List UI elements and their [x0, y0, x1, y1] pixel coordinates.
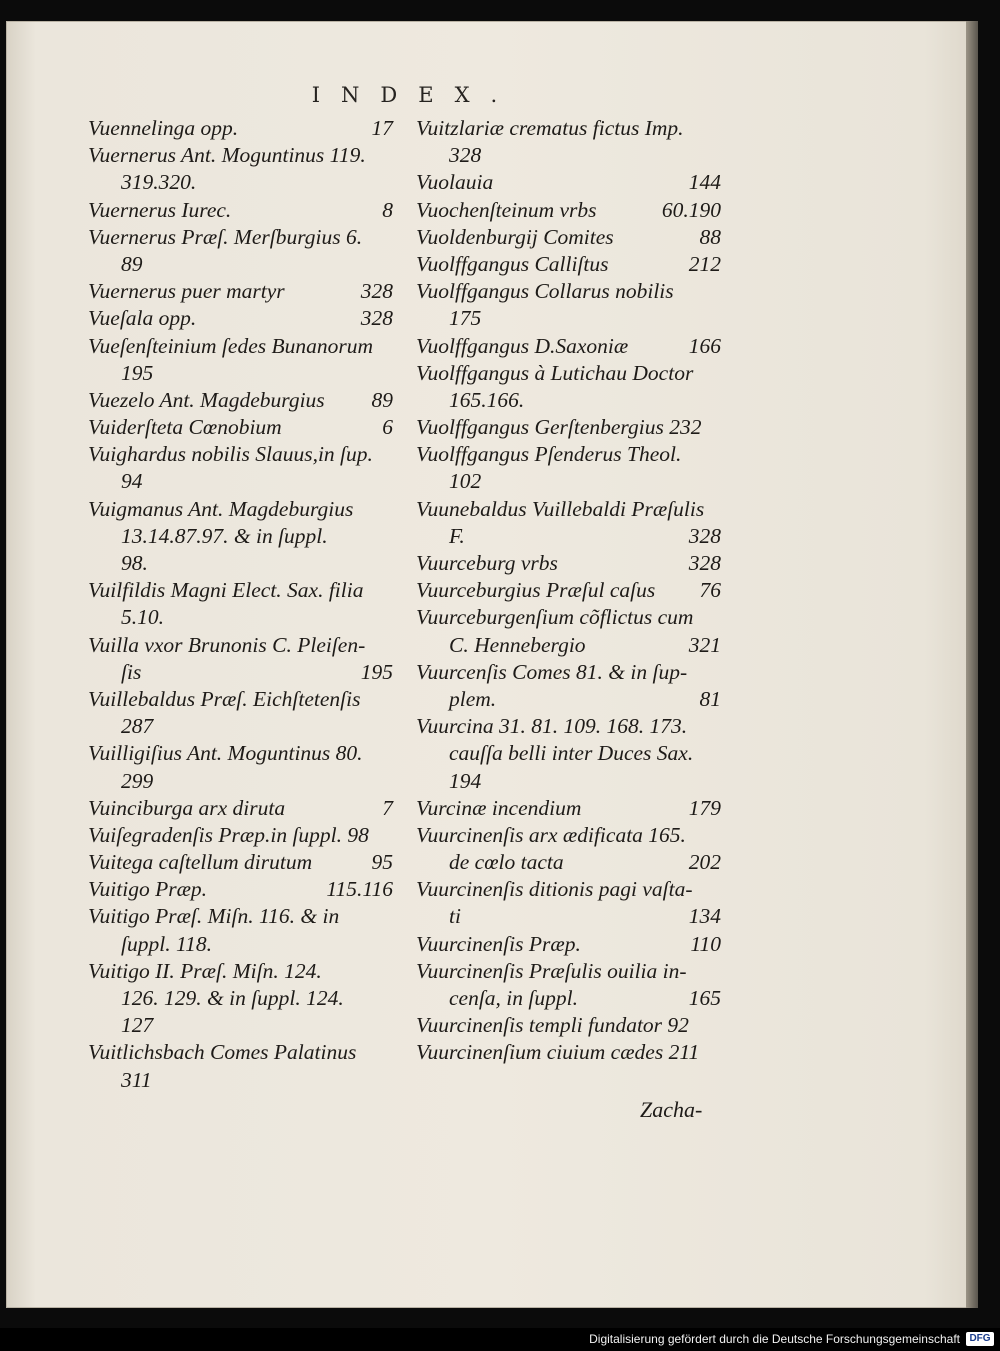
- index-entry: [88, 849, 393, 876]
- entry-text: Vuurcinenſium ciuium cædes 211: [416, 1040, 700, 1065]
- entry-page-ref: 88: [699, 224, 721, 249]
- entry-page-ref: 165: [688, 986, 721, 1010]
- entry-page-ref: 144: [688, 170, 721, 195]
- index-entry: [416, 468, 721, 495]
- entry-text: Vuiſegradenſis Præp.in ſuppl. 98: [88, 822, 369, 847]
- entry-page-ref: 6: [382, 415, 393, 440]
- entry-text: de cœlo tacta: [449, 850, 564, 875]
- entry-text: Vuolffgangus Gerſtenbergius 232: [416, 415, 702, 440]
- entry-text: Vuennelinga opp.: [88, 116, 239, 140]
- index-entry: [416, 197, 721, 224]
- entry-page-ref: 95: [371, 850, 393, 875]
- index-entry: [88, 903, 393, 930]
- entry-text: Vuitigo Præſ. Miſn. 116. & in: [88, 904, 340, 929]
- entry-text: 98.: [121, 551, 148, 575]
- entry-text: cenſa, in ſuppl.: [449, 986, 578, 1010]
- index-entry: [88, 632, 393, 659]
- entry-page-ref: 202: [688, 850, 721, 875]
- index-entry: [88, 142, 393, 169]
- entry-text: ſuppl. 118.: [121, 931, 212, 956]
- index-entry: [88, 958, 393, 985]
- entry-text: plem.: [449, 686, 497, 711]
- entry-text: ti: [449, 904, 461, 929]
- entry-text: Vuurcinenſis Præſulis ouilia in-: [416, 958, 687, 983]
- entry-page-ref: 7: [382, 795, 393, 820]
- entry-text: Vuinciburga arx diruta: [88, 795, 286, 820]
- entry-text: ſis: [121, 659, 142, 684]
- index-entry: [416, 958, 721, 985]
- entry-text: Vuoldenburgij Comites: [416, 224, 614, 249]
- entry-text: Vuurcina 31. 81. 109. 168. 173.: [416, 714, 688, 739]
- index-entry: [416, 360, 721, 387]
- entry-text: Vuillebaldus Præſ. Eichſtetenſis: [88, 686, 361, 711]
- index-entry: [88, 387, 393, 414]
- index-entry: [416, 713, 721, 740]
- index-entry: [416, 795, 721, 822]
- entry-text: Vuunebaldus Vuillebaldi Præſulis: [416, 496, 705, 521]
- entry-text: Vuolffgangus Calliſtus: [416, 251, 609, 276]
- index-entry: [416, 659, 721, 686]
- index-entry: [416, 985, 721, 1012]
- index-entry: [88, 496, 393, 523]
- index-entry: [88, 768, 393, 795]
- entry-text: Vuolffgangus D.Saxoniæ: [416, 333, 629, 358]
- entry-text: 287: [121, 714, 154, 739]
- entry-text: Vuitlichsbach Comes Palatinus: [88, 1040, 357, 1065]
- index-entry: [416, 849, 721, 876]
- entry-text: Vuigmanus Ant. Magdeburgius: [88, 496, 354, 521]
- entry-page-ref: 81: [699, 686, 721, 711]
- index-entry: [416, 115, 721, 142]
- index-entry: [88, 441, 393, 468]
- index-entry: [416, 740, 721, 767]
- index-entry: [88, 876, 393, 903]
- index-entry: [416, 903, 721, 930]
- entry-page-ref: 115.116: [326, 877, 393, 902]
- entry-text: Vuernerus Ant. Moguntinus 119.: [88, 143, 366, 168]
- index-entry: [416, 550, 721, 577]
- entry-page-ref: 328: [688, 523, 721, 548]
- entry-text: Vuolffgangus à Lutichau Doctor: [416, 360, 694, 385]
- index-entry: [416, 496, 721, 523]
- entry-page-ref: 110: [690, 931, 721, 956]
- index-entry: [416, 1039, 721, 1066]
- entry-text: 175: [449, 306, 482, 331]
- entry-page-ref: 328: [360, 279, 393, 304]
- page-edge: [966, 21, 978, 1308]
- catchword: Zacha-: [640, 1097, 703, 1122]
- entry-text: cauſſa belli inter Duces Sax.: [449, 741, 694, 766]
- index-entry: [416, 768, 721, 795]
- entry-page-ref: 60.190: [661, 197, 721, 222]
- entry-page-ref: 89: [371, 387, 393, 412]
- index-entry: [88, 278, 393, 305]
- index-entry: [416, 278, 721, 305]
- index-entry: [88, 169, 393, 196]
- entry-text: Vuilligiſius Ant. Moguntinus 80.: [88, 741, 363, 766]
- index-entry: [416, 142, 721, 169]
- index-entry: [88, 931, 393, 958]
- index-entry: [416, 822, 721, 849]
- entry-text: Vueſala opp.: [88, 306, 197, 331]
- entry-page-ref: 134: [688, 904, 721, 929]
- entry-text: 195: [121, 360, 154, 385]
- index-entry: [88, 468, 393, 495]
- entry-text: 94: [121, 469, 143, 494]
- entry-text: Vuurceburg vrbs: [416, 551, 558, 575]
- index-entry: [416, 931, 721, 958]
- entry-text: Vuurcinenſis arx ædificata 165.: [416, 822, 686, 847]
- index-entry: [88, 713, 393, 740]
- index-entry: [88, 333, 393, 360]
- entry-text: Vuezelo Ant. Magdeburgius: [88, 387, 325, 412]
- entry-page-ref: 328: [688, 551, 721, 575]
- entry-text: F.: [449, 523, 465, 548]
- entry-text: Vuochenſteinum vrbs: [416, 197, 597, 222]
- index-column-left: [88, 115, 393, 1094]
- index-entry: [416, 387, 721, 414]
- entry-text: 126. 129. & in ſuppl. 124.: [121, 986, 344, 1010]
- entry-page-ref: 195: [360, 659, 393, 684]
- index-entry: [88, 577, 393, 604]
- entry-text: 13.14.87.97. & in ſuppl.: [121, 523, 328, 548]
- entry-text: Vuolffgangus Collarus nobilis: [416, 279, 674, 304]
- entry-text: 5.10.: [121, 605, 164, 630]
- index-entry: [88, 659, 393, 686]
- index-entry: [416, 604, 721, 631]
- index-entry: [88, 686, 393, 713]
- index-entry: [416, 169, 721, 196]
- entry-text: Vuurcinenſis Præp.: [416, 931, 581, 956]
- entry-text: Vuolffgangus Pſenderus Theol.: [416, 442, 682, 467]
- index-entry: [88, 985, 393, 1012]
- index-entry: [88, 1039, 393, 1066]
- index-entry: [88, 795, 393, 822]
- index-entry: [416, 224, 721, 251]
- index-entry: [416, 305, 721, 332]
- entry-text: C. Hennebergio: [449, 632, 586, 657]
- entry-text: Vueſenſteinium ſedes Bunanorum: [88, 333, 374, 358]
- index-entry: [88, 360, 393, 387]
- page-heading: INDEX.: [311, 83, 519, 107]
- index-entry: [88, 414, 393, 441]
- index-entry: [416, 876, 721, 903]
- entry-text: Vuitzlariæ crematus fictus Imp.: [416, 116, 684, 140]
- entry-text: Vuernerus Præſ. Merſburgius 6.: [88, 224, 363, 249]
- entry-text: 89: [121, 251, 143, 276]
- entry-text: Vuernerus puer martyr: [88, 279, 285, 304]
- entry-text: Vuighardus nobilis Slauus,in ſup.: [88, 442, 373, 467]
- entry-text: 319.320.: [121, 170, 197, 195]
- index-entry: [88, 251, 393, 278]
- entry-text: Vuurcenſis Comes 81. & in ſup-: [416, 659, 688, 684]
- entry-text: 165.166.: [449, 387, 525, 412]
- index-entry: [88, 305, 393, 332]
- entry-text: Vuurcinenſis ditionis pagi vaſta-: [416, 877, 693, 902]
- index-entry: [88, 115, 393, 142]
- entry-page-ref: 17: [371, 116, 393, 140]
- entry-text: Vuilfildis Magni Elect. Sax. filia: [88, 578, 364, 603]
- index-entry: [416, 1012, 721, 1039]
- footer-bar: [0, 1328, 1000, 1351]
- entry-page-ref: 328: [360, 306, 393, 331]
- index-entry: [88, 604, 393, 631]
- entry-page-ref: 179: [688, 795, 721, 820]
- entry-page-ref: 321: [688, 632, 721, 657]
- index-entry: [416, 577, 721, 604]
- entry-page-ref: 8: [382, 197, 393, 222]
- index-entry: [88, 740, 393, 767]
- index-entry: [416, 632, 721, 659]
- entry-text: Vuurcinenſis templi fundator 92: [416, 1013, 689, 1038]
- index-entry: [88, 550, 393, 577]
- entry-page-ref: 76: [699, 578, 721, 603]
- index-entry: [416, 333, 721, 360]
- index-column-right: [416, 115, 721, 1067]
- entry-text: Vuolauia: [416, 170, 494, 195]
- entry-text: 194: [449, 768, 482, 793]
- entry-page-ref: 212: [688, 251, 721, 276]
- entry-text: 102: [449, 469, 482, 494]
- index-entry: [88, 197, 393, 224]
- entry-text: Vuilla vxor Brunonis C. Pleiſen-: [88, 632, 366, 657]
- index-entry: [416, 523, 721, 550]
- entry-text: Vuurceburgenſium cõflictus cum: [416, 605, 694, 630]
- entry-text: 311: [121, 1067, 152, 1092]
- entry-page-ref: 166: [688, 333, 721, 358]
- entry-text: 299: [121, 768, 154, 793]
- entry-text: Vurcinæ incendium: [416, 795, 582, 820]
- entry-text: Vuitigo Præp.: [88, 877, 208, 902]
- index-entry: [88, 1067, 393, 1094]
- entry-text: Vuiderſteta Cœnobium: [88, 415, 282, 440]
- index-entry: [88, 822, 393, 849]
- index-entry: [88, 523, 393, 550]
- footer-credit: Digitalisierung gefördert durch die Deutsche Forschungsgemeinschaft: [589, 1332, 960, 1346]
- dfg-logo-icon: DFG: [966, 1332, 994, 1346]
- index-entry: [416, 686, 721, 713]
- index-entry: [416, 414, 721, 441]
- entry-text: 328: [449, 143, 482, 168]
- index-entry: [416, 441, 721, 468]
- entry-text: Vuernerus Iurec.: [88, 197, 232, 222]
- index-entry: [88, 1012, 393, 1039]
- entry-text: Vuitega caſtellum dirutum: [88, 850, 313, 875]
- index-entry: [416, 251, 721, 278]
- entry-text: Vuurceburgius Præſul caſus: [416, 578, 656, 603]
- entry-text: 127: [121, 1013, 154, 1038]
- entry-text: Vuitigo II. Præſ. Miſn. 124.: [88, 958, 322, 983]
- index-entry: [88, 224, 393, 251]
